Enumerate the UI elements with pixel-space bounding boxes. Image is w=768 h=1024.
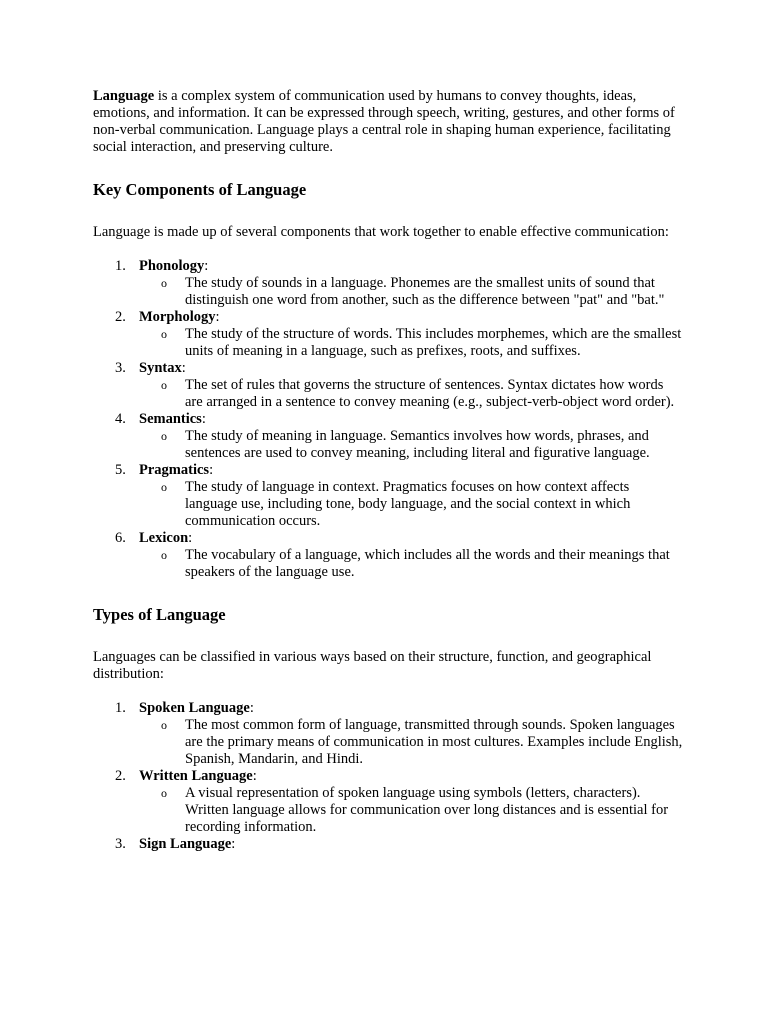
desc-item — [139, 547, 683, 581]
item-desc: The study of meaning in language. Semantics involves how words, phrases, and sentences are used to convey meaning, including literal and figurative language. — [185, 428, 650, 461]
types-heading: Types of Language — [93, 605, 226, 624]
bullet-icon: o — [161, 480, 167, 494]
item-desc: The set of rules that governs the structure of sentences. Syntax dictates how words are arranged in a sentence to convey meaning (e.g., subject-verb-object word order). — [185, 377, 675, 410]
item-term: Pragmatics — [139, 462, 210, 478]
item-desc-list — [139, 377, 683, 411]
item-colon: : — [209, 462, 214, 478]
item-desc: The study of sounds in a language. Phonemes are the smallest units of sound that distinguish one word from another, such as the difference between "pat" and "bat." — [185, 275, 665, 308]
item-number: 5. — [115, 462, 126, 478]
item-desc: The most common form of language, transmitted through sounds. Spoken languages are the primary means of communication in most cultures. Examples include English, Spanish, Mandarin, and Hindi. — [185, 717, 683, 767]
list-item — [93, 258, 683, 309]
document-page — [93, 88, 683, 853]
item-desc-list — [139, 717, 683, 768]
item-desc: A visual representation of spoken language using symbols (letters, characters). Written language allows for communication over long distances and is essential for recording information. — [185, 785, 669, 835]
item-number: 3. — [115, 360, 126, 376]
list-item — [93, 700, 683, 768]
item-term: Phonology — [139, 258, 205, 274]
bullet-icon: o — [161, 276, 167, 290]
intro-term: Language — [93, 88, 155, 104]
list-item — [93, 836, 683, 853]
list-item — [93, 462, 683, 530]
item-colon: : — [201, 411, 206, 427]
item-term: Written Language — [139, 768, 253, 784]
item-number: 6. — [115, 530, 126, 546]
item-colon: : — [252, 768, 257, 784]
item-desc-list — [139, 785, 683, 836]
item-term: Morphology — [139, 309, 216, 325]
item-number: 4. — [115, 411, 126, 427]
item-number: 1. — [115, 258, 126, 274]
item-desc: The study of language in context. Pragmatics focuses on how context affects language use, including tone, body language, and the social context in which communication occurs. — [185, 479, 631, 529]
item-colon: : — [188, 530, 193, 546]
item-number: 2. — [115, 768, 126, 784]
item-number: 3. — [115, 836, 126, 852]
intro-paragraph — [93, 88, 683, 156]
desc-item — [139, 275, 683, 309]
desc-item — [139, 479, 683, 530]
item-desc: The vocabulary of a language, which includes all the words and their meanings that speakers of the language use. — [185, 547, 670, 580]
desc-item — [139, 785, 683, 836]
item-desc-list — [139, 428, 683, 462]
list-item — [93, 411, 683, 462]
item-colon: : — [249, 700, 254, 716]
components-heading: Key Components of Language — [93, 180, 307, 199]
item-term: Lexicon — [139, 530, 189, 546]
item-number: 1. — [115, 700, 126, 716]
bullet-icon: o — [161, 548, 167, 562]
item-desc: The study of the structure of words. This includes morphemes, which are the smallest units of meaning in a language, such as prefixes, roots, and suffixes. — [185, 326, 682, 359]
components-list — [93, 258, 683, 581]
list-item — [93, 530, 683, 581]
bullet-icon: o — [161, 327, 167, 341]
desc-item — [139, 326, 683, 360]
item-term: Syntax — [139, 360, 182, 376]
item-desc-list — [139, 275, 683, 309]
list-item — [93, 309, 683, 360]
types-lead: Languages can be classified in various ways based on their structure, function, and geographical distribution: — [93, 649, 652, 682]
item-term: Semantics — [139, 411, 202, 427]
item-desc-list — [139, 547, 683, 581]
list-item — [93, 360, 683, 411]
item-desc-list — [139, 326, 683, 360]
desc-item — [139, 428, 683, 462]
item-colon: : — [215, 309, 220, 325]
list-item — [93, 768, 683, 836]
types-list — [93, 700, 683, 853]
item-number: 2. — [115, 309, 126, 325]
desc-item — [139, 377, 683, 411]
item-term: Spoken Language — [139, 700, 250, 716]
components-lead: Language is made up of several components that work together to enable effective communication: — [93, 224, 669, 240]
intro-text: is a complex system of communication used by humans to convey thoughts, ideas, emotions, and information. It can be expressed through speech, writing, gestures, and other forms of non-verbal communication. Language plays a central role in shaping human experience, facilitating social interaction, and preserving culture. — [93, 88, 675, 155]
desc-item — [139, 717, 683, 768]
item-colon: : — [204, 258, 209, 274]
item-term: Sign Language — [139, 836, 232, 852]
item-desc-list — [139, 479, 683, 530]
item-colon: : — [181, 360, 186, 376]
item-colon: : — [231, 836, 236, 852]
bullet-icon: o — [161, 786, 167, 800]
bullet-icon: o — [161, 378, 167, 392]
bullet-icon: o — [161, 718, 167, 732]
bullet-icon: o — [161, 429, 167, 443]
